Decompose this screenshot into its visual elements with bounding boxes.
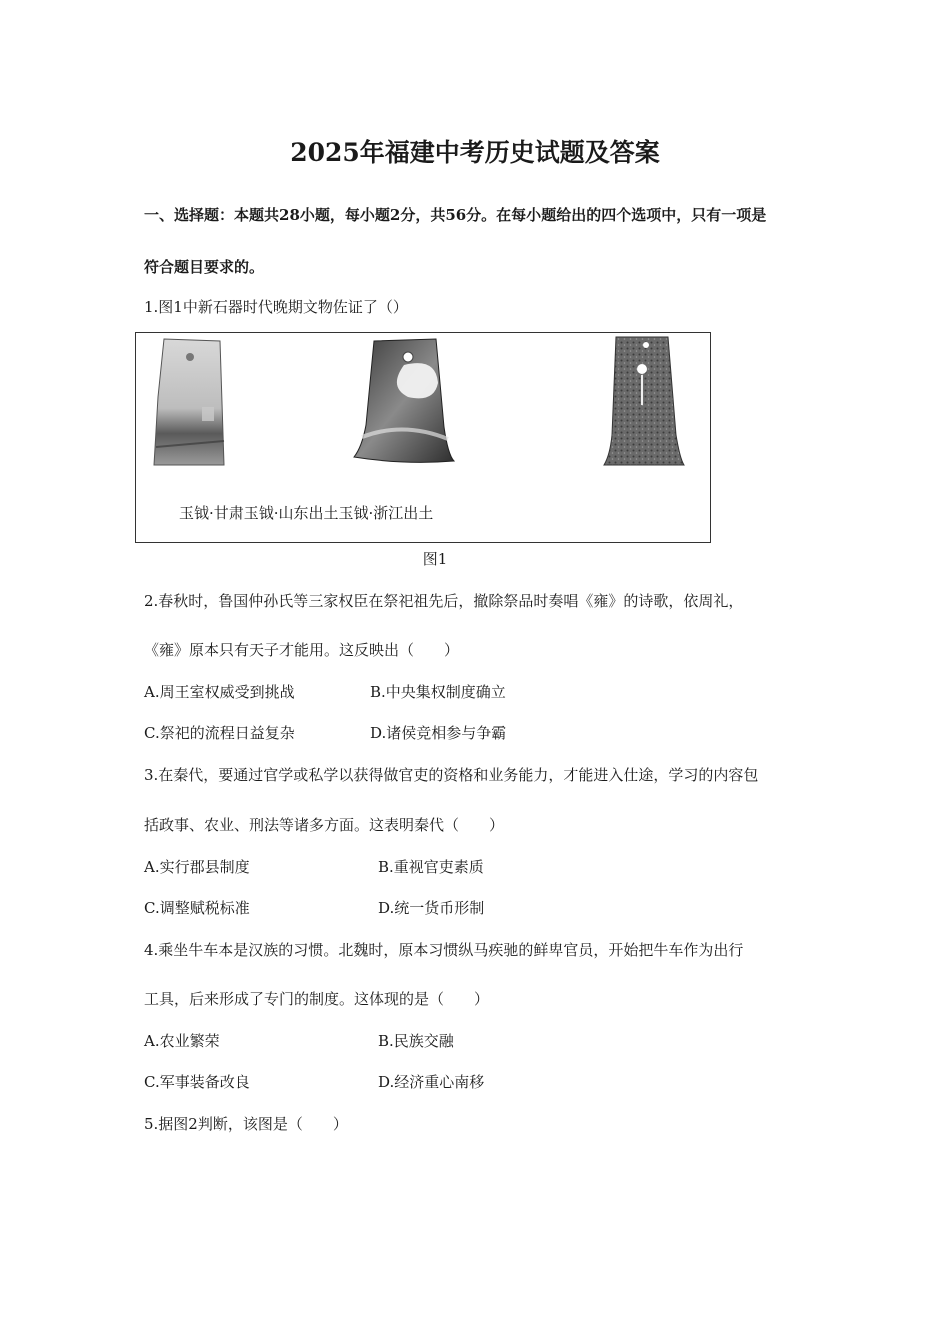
figure-1-box: [135, 332, 711, 543]
question-2-option-a[interactable]: A.周王室权威受到挑战: [144, 683, 295, 701]
question-2-stem-line-2: 《雍》原本只有天子才能用。这反映出（ ）: [144, 641, 460, 659]
question-5-stem: 5.据图2判断，该图是（ ）: [144, 1115, 348, 1133]
section-instructions-line-2: 符合题目要求的。: [144, 258, 265, 276]
question-4-option-c[interactable]: C.军事装备改良: [144, 1073, 250, 1091]
figure-1-caption: 玉钺·甘肃玉钺·山东出土玉钺·浙江出土: [179, 504, 434, 522]
question-2-option-d[interactable]: D.诸侯竞相参与争霸: [370, 724, 507, 742]
question-3-stem-line-1: 3.在秦代，要通过官学或私学以获得做官吏的资格和业务能力，才能进入仕途，学习的内容包: [144, 766, 759, 784]
question-3-option-c[interactable]: C.调整赋税标准: [144, 899, 250, 917]
figure-1-label: 图1: [422, 550, 448, 568]
jade-yue-gansu-image: [150, 337, 230, 469]
question-2-stem-line-1: 2.春秋时，鲁国仲孙氏等三家权臣在祭祀祖先后，撤除祭品时奏唱《雍》的诗歌，依周礼，: [144, 592, 744, 610]
question-1-stem: 1.图1中新石器时代晚期文物佐证了（）: [144, 298, 408, 316]
question-3-option-d[interactable]: D.统一货币形制: [378, 899, 485, 917]
question-4-option-a[interactable]: A.农业繁荣: [144, 1032, 220, 1050]
jade-yue-shandong-image: [352, 337, 456, 465]
section-instructions-line-1: 一、选择题：本题共28小题，每小题2分，共56分。在每小题给出的四个选项中，只有一项是: [144, 206, 767, 224]
question-4-option-d[interactable]: D.经济重心南移: [378, 1073, 485, 1091]
question-4-stem-line-2: 工具，后来形成了专门的制度。这体现的是（ ）: [144, 990, 490, 1008]
question-3-stem-line-2: 括政事、农业、刑法等诸多方面。这表明秦代（ ）: [144, 816, 505, 834]
page-title: 2025年福建中考历史试题及答案: [290, 138, 660, 167]
question-3-option-a[interactable]: A.实行郡县制度: [144, 858, 250, 876]
question-2-option-c[interactable]: C.祭祀的流程日益复杂: [144, 724, 295, 742]
jade-yue-zhejiang-image: [602, 335, 686, 469]
question-3-option-b[interactable]: B.重视官吏素质: [378, 858, 484, 876]
question-4-stem-line-1: 4.乘坐牛车本是汉族的习惯。北魏时，原本习惯纵马疾驰的鲜卑官员，开始把牛车作为出行: [144, 941, 744, 959]
question-2-option-b[interactable]: B.中央集权制度确立: [370, 683, 506, 701]
question-4-option-b[interactable]: B.民族交融: [378, 1032, 454, 1050]
